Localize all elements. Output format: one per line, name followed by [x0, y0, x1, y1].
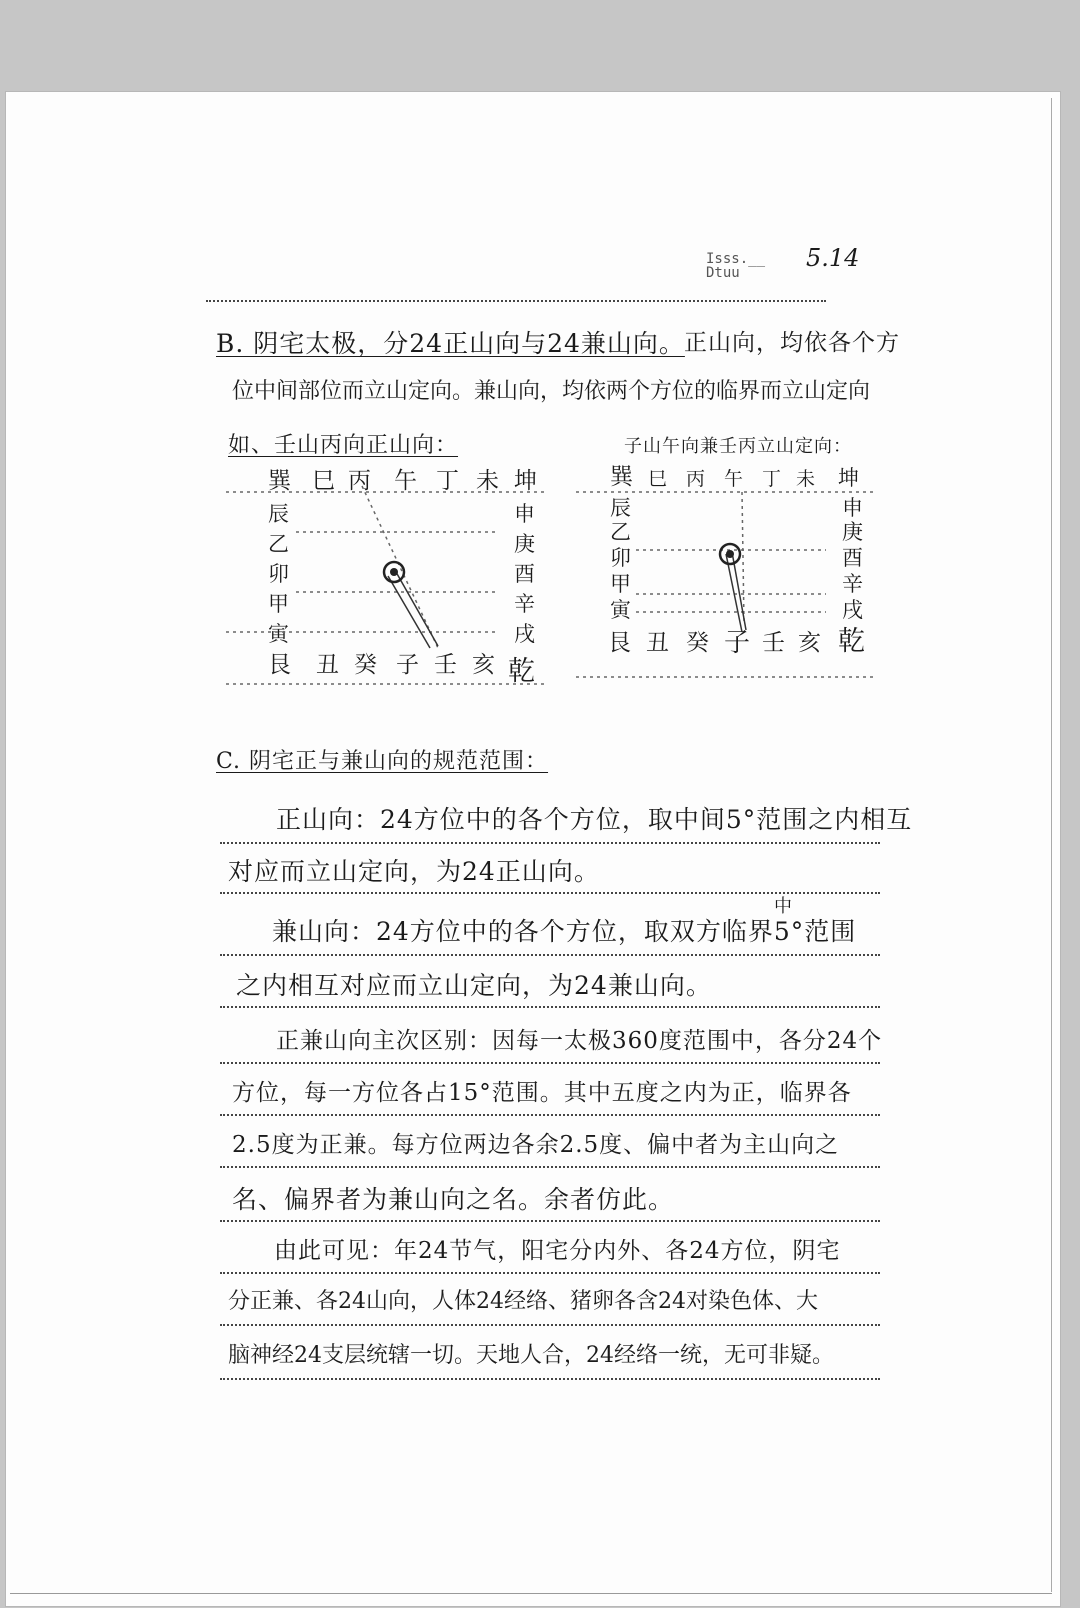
- dgm-left-bottom-3: 癸: [354, 652, 377, 678]
- dgm-right-left-5: 寅: [610, 598, 631, 622]
- page-number: 5.14: [806, 244, 860, 272]
- dgm-right-left-1: 辰: [610, 496, 631, 520]
- dgm-right-right-1: 申: [842, 496, 863, 520]
- dgm-right-left-3: 卯: [610, 546, 631, 570]
- section-c-p1-line2: 对应而立山定向，为24正山向。: [228, 857, 600, 886]
- dgm-left-top-2: 巳: [312, 468, 335, 494]
- dgm-left-bottom-7: 乾: [508, 656, 535, 687]
- dgm-left-top-7: 坤: [514, 468, 537, 494]
- ruled-line: [220, 1324, 880, 1326]
- dgm-left-bottom-2: 丑: [316, 652, 339, 678]
- dgm-right-top-4: 午: [724, 468, 744, 490]
- ruled-line: [220, 1220, 880, 1222]
- dgm-left-right-4: 辛: [514, 592, 535, 616]
- ruled-line: [220, 1006, 880, 1008]
- dgm-left-left-3: 卯: [268, 562, 289, 586]
- section-c-p4-line1: 由此可见：年24节气，阳宅分内外、各24方位，阴宅: [274, 1238, 841, 1264]
- dgm-left-top-1: 巽: [268, 468, 291, 494]
- document-page: [6, 92, 1060, 1606]
- section-c-p3-line1: 正兼山向主次区别：因每一太极360度范围中，各分24个: [276, 1028, 883, 1054]
- dgm-left-left-1: 辰: [268, 502, 289, 526]
- ruled-line: [220, 954, 880, 956]
- dgm-right-right-4: 辛: [842, 572, 863, 596]
- ruled-line: [220, 1166, 880, 1168]
- page-edge-right: [1051, 98, 1052, 1592]
- example-right-label: 子山午向兼壬丙立山定向：: [624, 436, 852, 457]
- section-c-p4-line3: 脑神经24支层统辖一切。天地人合，24经络一统，无可非疑。: [228, 1343, 834, 1368]
- dgm-right-bottom-1: 艮: [608, 630, 631, 656]
- dgm-right-right-5: 戌: [842, 598, 863, 622]
- dgm-left-left-2: 乙: [268, 532, 289, 556]
- dgm-left-left-5: 寅: [268, 622, 289, 646]
- dgm-left-left-4: 甲: [268, 592, 289, 616]
- dgm-right-right-3: 酉: [842, 546, 863, 570]
- page-mark: Isss.__ Dtuu: [706, 251, 766, 281]
- section-c-p2-note: 中: [774, 896, 792, 917]
- section-c-p4-line2: 分正兼、各24山向，人体24经络、猪卵各含24对染色体、大: [228, 1289, 818, 1314]
- compass-right-lines: [576, 462, 886, 692]
- dgm-right-left-4: 甲: [610, 572, 631, 596]
- compass-left-lines: [226, 462, 566, 692]
- dgm-right-bottom-5: 壬: [762, 630, 785, 656]
- dgm-right-bottom-4: 子: [724, 628, 751, 658]
- ruled-line: [220, 1062, 880, 1064]
- dgm-right-left-2: 乙: [610, 520, 631, 544]
- dgm-right-top-2: 巳: [648, 468, 668, 490]
- dgm-left-right-3: 酉: [514, 562, 535, 586]
- dgm-left-right-2: 庚: [514, 532, 535, 556]
- ruled-line: [220, 842, 880, 844]
- ruled-line: [220, 1272, 880, 1274]
- dgm-right-top-7: 坤: [838, 466, 859, 490]
- dgm-right-top-3: 丙: [686, 468, 706, 490]
- section-b-heading: B. 阴宅太极，分24正山向与24兼山向。: [216, 329, 685, 358]
- dgm-left-right-1: 申: [514, 502, 535, 526]
- dgm-left-right-5: 戌: [514, 622, 535, 646]
- dgm-left-top-3: 丙: [348, 468, 371, 494]
- dgm-right-top-1: 巽: [610, 464, 633, 490]
- section-c-p2-line2: 之内相互对应而立山定向，为24兼山向。: [236, 971, 712, 1000]
- section-b-line2: 位中间部位而立山定向。兼山向，均依两个方位的临界而立山定向: [232, 379, 871, 404]
- dgm-right-bottom-3: 癸: [686, 630, 709, 656]
- section-c-p2-line1: 兼山向：24方位中的各个方位，取双方临界5°范围: [272, 917, 857, 946]
- dgm-left-top-5: 丁: [436, 468, 459, 494]
- dgm-right-bottom-2: 丑: [646, 630, 669, 656]
- dgm-right-top-5: 丁: [762, 468, 782, 490]
- dgm-left-bottom-1: 艮: [268, 652, 291, 678]
- dgm-right-bottom-6: 亥: [798, 630, 821, 656]
- dgm-left-top-4: 午: [394, 468, 417, 494]
- example-left-label: 如、壬山丙向正山向：: [228, 433, 459, 458]
- ruled-line: [220, 1378, 880, 1380]
- ruled-line: [206, 300, 826, 302]
- dgm-left-bottom-6: 亥: [472, 652, 495, 678]
- section-b-line1-tail: 正山向，均依各个方: [684, 330, 900, 356]
- page-edge-bottom: [10, 1593, 1052, 1594]
- dgm-left-bottom-5: 壬: [434, 652, 457, 678]
- section-c-p3-line2: 方位，每一方位各占15°范围。其中五度之内为正，临界各: [232, 1080, 852, 1106]
- dgm-left-top-6: 未: [476, 468, 499, 494]
- dgm-left-bottom-4: 子: [396, 652, 419, 678]
- dgm-right-right-2: 庚: [842, 520, 863, 544]
- section-c-p1-line1: 正山向：24方位中的各个方位，取中间5°范围之内相互: [276, 805, 913, 834]
- section-c-p3-line4: 名、偏界者为兼山向之名。余者仿此。: [232, 1185, 675, 1214]
- ruled-line: [220, 1114, 880, 1116]
- dgm-right-top-6: 未: [796, 468, 816, 490]
- dgm-right-bottom-7: 乾: [838, 626, 865, 657]
- section-c-p3-line3: 2.5度为正兼。每方位两边各余2.5度、偏中者为主山向之: [232, 1132, 840, 1158]
- section-c-heading: C. 阴宅正与兼山向的规范范围：: [216, 749, 549, 774]
